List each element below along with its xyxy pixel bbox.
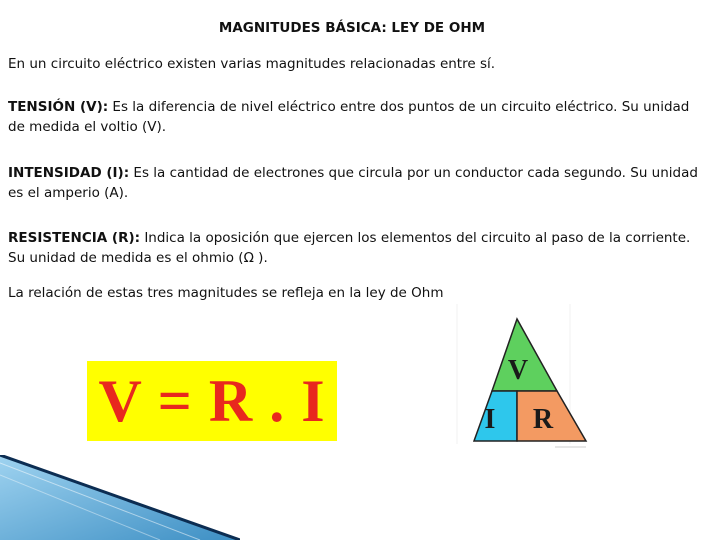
triangle-label-v: V bbox=[507, 355, 529, 386]
triangle-bottom-left-section bbox=[474, 391, 517, 441]
corner-decoration bbox=[0, 455, 240, 540]
intensidad-text: Es la cantidad de electrones que circula por un conductor cada segundo. Su unidad es el amperio (A). bbox=[8, 165, 698, 201]
page-title: MAGNITUDES BÁSICA: LEY DE OHM bbox=[218, 20, 486, 36]
intro-paragraph: En un circuito eléctrico existen varias magnitudes relacionadas entre sí. bbox=[8, 56, 496, 72]
resistencia-paragraph bbox=[8, 228, 698, 268]
tension-paragraph bbox=[8, 97, 698, 137]
ohm-formula-box bbox=[87, 361, 337, 441]
tension-term: TENSIÓN (V): bbox=[8, 99, 109, 115]
intensidad-paragraph bbox=[8, 163, 698, 203]
tension-text: Es la diferencia de nivel eléctrico entre dos puntos de un circuito eléctrico. Su unidad de medida el voltio (V). bbox=[8, 99, 690, 135]
resistencia-term: RESISTENCIA (R): bbox=[8, 230, 141, 246]
relation-paragraph: La relación de estas tres magnitudes se refleja en la ley de Ohm bbox=[8, 285, 444, 301]
triangle-label-r: R bbox=[532, 404, 554, 435]
ohm-triangle-diagram bbox=[445, 304, 590, 449]
intensidad-term: INTENSIDAD (I): bbox=[8, 165, 130, 181]
ohm-formula-text: V = R . I bbox=[98, 367, 326, 434]
resistencia-text: Indica la oposición que ejercen los elementos del circuito al paso de la corriente. Su unidad de medida es el ohmio (Ω ). bbox=[8, 230, 691, 266]
triangle-label-i: I bbox=[484, 404, 496, 435]
